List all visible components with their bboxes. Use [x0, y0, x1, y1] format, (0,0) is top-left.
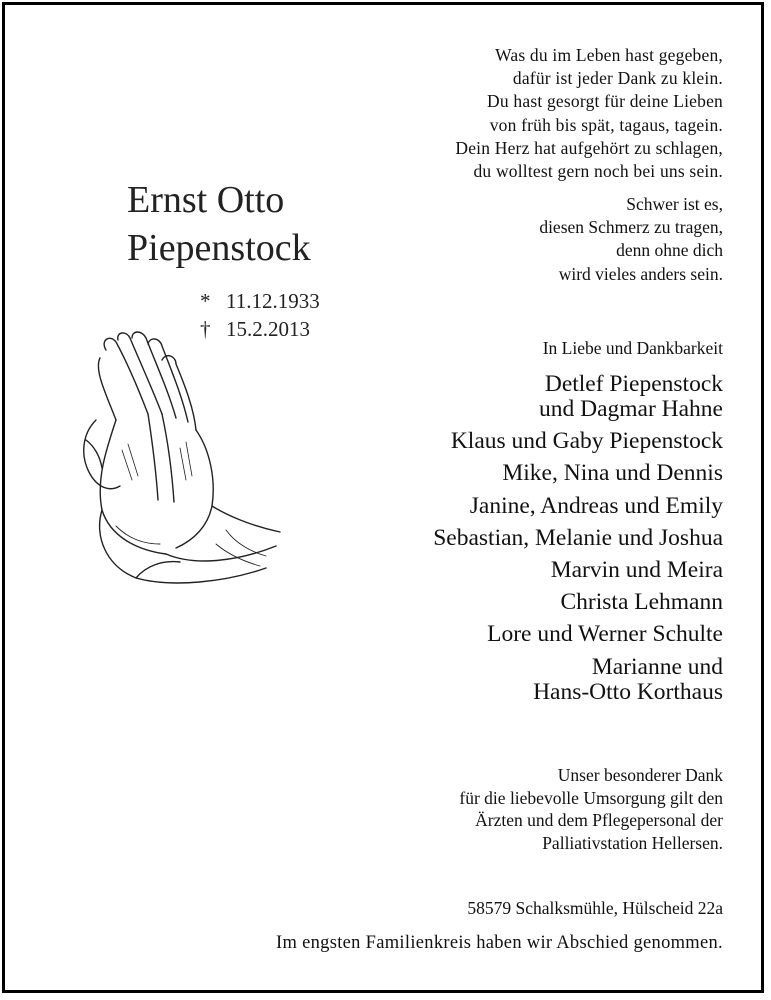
- poem-line: wird vieles anders sein.: [558, 263, 723, 284]
- mourner-line: und Dagmar Hahne: [538, 396, 723, 422]
- poem-line: dafür ist jeder Dank zu klein.: [512, 68, 723, 89]
- poem-line: Was du im Leben hast gegeben,: [495, 45, 723, 65]
- poem-line: Du hast gesorgt für deine Lieben: [487, 91, 723, 112]
- poem-line: diesen Schmerz zu tragen,: [539, 217, 723, 238]
- address: 58579 Schalksmühle, Hülscheid 22a: [467, 898, 723, 918]
- mourner-group: [433, 590, 723, 615]
- poem-verse-1: [455, 44, 723, 183]
- mourner-line: Christa Lehmann: [560, 589, 723, 616]
- mourner-group: [433, 461, 723, 486]
- thanks-line: für die liebevolle Umsorgung gilt den: [459, 787, 723, 808]
- mourner-group: [433, 558, 723, 583]
- dedication: In Liebe und Dankbarkeit: [542, 338, 723, 358]
- mourners-list: [433, 372, 723, 712]
- thanks-line: Ärzten und dem Pflegepersonal der: [475, 810, 723, 830]
- birth-date: 11.12.1933: [226, 289, 320, 313]
- special-thanks: [459, 764, 723, 854]
- mourner-group: [433, 429, 723, 454]
- deceased-name: [127, 176, 311, 272]
- praying-hands-icon: [76, 330, 288, 586]
- mourner-line: Marvin und Meira: [550, 556, 723, 583]
- mourner-group: [433, 372, 723, 422]
- mourner-line: Klaus und Gaby Piepenstock: [450, 428, 723, 455]
- poem-verse-2: [539, 193, 723, 286]
- mourner-group: [433, 526, 723, 551]
- mourner-line: Marianne und: [591, 653, 723, 680]
- mourner-line: Sebastian, Melanie und Joshua: [433, 524, 723, 551]
- mourner-line: Detlef Piepenstock: [544, 371, 723, 397]
- mourner-group: [433, 655, 723, 705]
- death-symbol: †: [200, 316, 211, 341]
- mourner-line: Mike, Nina und Dennis: [502, 460, 723, 487]
- mourner-group: [433, 622, 723, 647]
- poem-line: von früh bis spät, tagaus, tagein.: [489, 114, 723, 135]
- thanks-line: Palliativstation Hellersen.: [542, 832, 723, 853]
- birth-date-row: [200, 288, 320, 316]
- closing-note: Im engsten Familienkreis haben wir Abschied genommen.: [276, 933, 723, 953]
- mourner-group: [433, 494, 723, 519]
- mourner-line: Lore und Werner Schulte: [487, 621, 723, 648]
- birth-symbol: *: [200, 289, 211, 313]
- poem-line: du wolltest gern noch bei uns sein.: [473, 161, 723, 182]
- thanks-line: Unser besonderer Dank: [557, 765, 723, 785]
- death-date: 15.2.2013: [226, 316, 310, 341]
- deceased-surname: Piepenstock: [127, 227, 311, 269]
- mourner-line: Janine, Andreas und Emily: [469, 492, 723, 519]
- poem-line: denn ohne dich: [616, 240, 723, 261]
- poem-line: Dein Herz hat aufgehört zu schlagen,: [455, 137, 723, 158]
- deceased-first-names: Ernst Otto: [127, 179, 285, 221]
- poem-line: Schwer ist es,: [626, 194, 723, 214]
- mourner-line: Hans-Otto Korthaus: [533, 678, 723, 705]
